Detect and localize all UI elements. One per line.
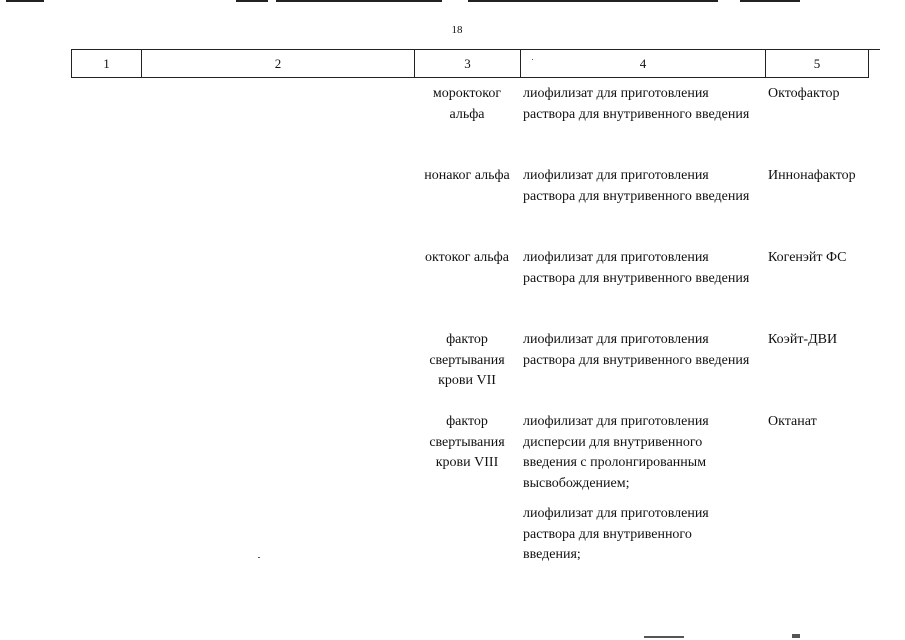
- column-header-1: 1: [72, 50, 142, 78]
- column-header-row: [72, 50, 869, 78]
- trade-name: Когенэйт ФС: [768, 250, 847, 265]
- trade-name: Октофактор: [768, 86, 840, 101]
- drug-name: нонаког альфа: [424, 168, 510, 183]
- scan-speck: [258, 557, 260, 558]
- drug-table-body: [0, 84, 905, 572]
- page-number: 18: [451, 24, 463, 36]
- dosage-form-text: лиофилизат для приготовления раствора для внутривенного введения: [523, 86, 750, 122]
- table-row: [0, 166, 905, 248]
- drug-name: мороктоког альфа: [432, 86, 502, 122]
- drug-name: октоког альфа: [425, 250, 509, 265]
- trade-name: Иннонафактор: [768, 168, 856, 183]
- dosage-form: [523, 412, 753, 576]
- dosage-form: [523, 248, 753, 289]
- top-rule-5: [740, 0, 800, 2]
- column-header-2: 2: [142, 50, 415, 78]
- table-row: [0, 248, 905, 330]
- dosage-form: [523, 330, 753, 371]
- header-rule-tail: [868, 49, 880, 50]
- top-rule-3: [276, 0, 442, 2]
- dosage-form-text: лиофилизат для приготовления раствора для внутривенного введения: [523, 168, 750, 204]
- scan-speck: [792, 634, 800, 638]
- dosage-form: [523, 84, 753, 125]
- trade-name: Октанат: [768, 414, 817, 429]
- column-header-4: 4: [521, 50, 766, 78]
- drug-name: фактор свертывания крови VII: [429, 332, 505, 388]
- dosage-form-text: лиофилизат для приготовления дисперсии для внутривенного введения с пролонгированным высвобождением;: [523, 414, 709, 491]
- table-row: [0, 330, 905, 412]
- dosage-form: [523, 166, 753, 207]
- top-rule-1: [6, 0, 44, 2]
- table-row: [0, 84, 905, 166]
- top-rule-4: [468, 0, 718, 2]
- top-rule-2: [236, 0, 268, 2]
- dosage-form-text: лиофилизат для приготовления раствора для внутривенного введения: [523, 332, 750, 368]
- column-header-table: [71, 49, 869, 78]
- drug-name: фактор свертывания крови VIII: [429, 414, 505, 470]
- dosage-form-text: лиофилизат для приготовления раствора для внутривенного введения: [523, 250, 750, 286]
- dosage-form-text: лиофилизат для приготовления раствора для внутривенного введения;: [523, 506, 709, 562]
- table-row: [0, 412, 905, 572]
- scan-speck: [532, 59, 533, 60]
- scan-speck: [644, 636, 684, 638]
- column-header-5: 5: [766, 50, 869, 78]
- column-header-3: 3: [415, 50, 521, 78]
- trade-name: Коэйт-ДВИ: [768, 332, 838, 347]
